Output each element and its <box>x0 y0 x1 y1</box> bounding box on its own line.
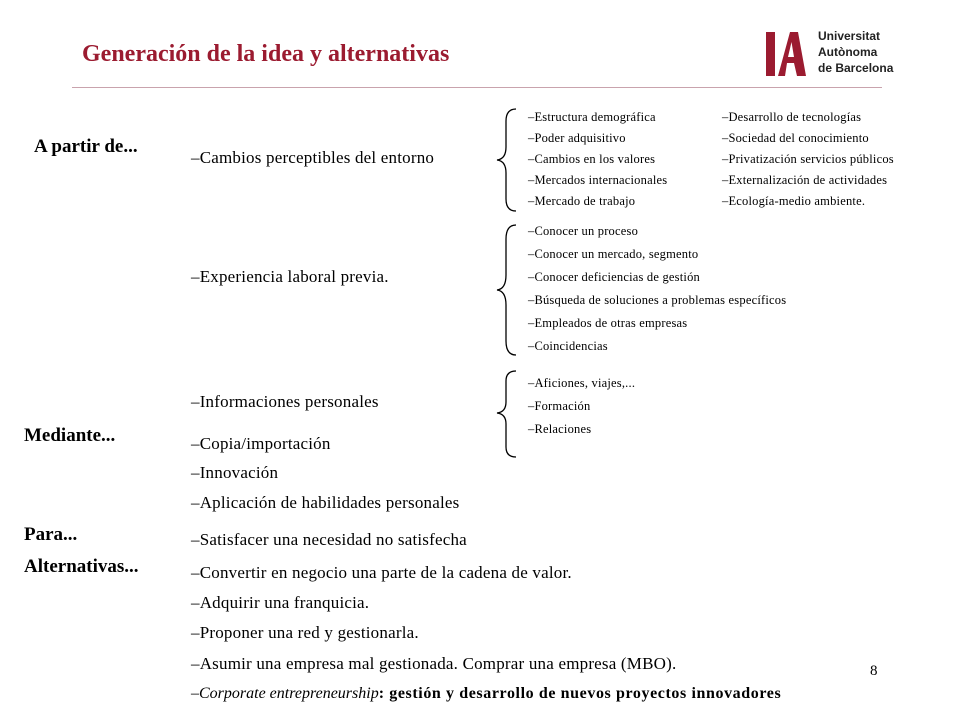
list-item: –Privatización servicios públicos <box>722 152 894 166</box>
list-item: –Desarrollo de tecnologías <box>722 110 862 124</box>
para-item: –Satisfacer una necesidad no satisfecha <box>191 530 467 549</box>
last-item-rest: : gestión y desarrollo de nuevos proyectos innovadores <box>378 685 782 702</box>
list-item: –Ecología-medio ambiente. <box>722 194 866 208</box>
brace-informaciones <box>494 369 518 459</box>
list-item: –Sociedad del conocimiento <box>722 131 869 145</box>
university-name <box>818 28 893 76</box>
label-a-partir: A partir de... <box>34 136 138 157</box>
list-item: –Mercado de trabajo <box>528 194 636 208</box>
list-item: –Búsqueda de soluciones a problemas específicos <box>528 293 787 307</box>
brace-experiencia <box>494 223 518 357</box>
list-item: –Formación <box>528 399 591 413</box>
list-item: –Poder adquisitivo <box>528 131 626 145</box>
source-informaciones: –Informaciones personales <box>191 392 379 411</box>
label-mediante: Mediante... <box>24 425 116 446</box>
list-item: –Mercados internacionales <box>528 173 668 187</box>
source-experiencia: –Experiencia laboral previa. <box>191 267 389 286</box>
brace-cambios <box>494 107 518 213</box>
university-name-line-2: Autònoma <box>818 45 878 59</box>
label-alternativas: Alternativas... <box>24 556 139 577</box>
last-item-italic: Corporate entrepreneurship <box>199 685 379 702</box>
list-item: –Coincidencias <box>528 339 608 353</box>
page-title: Generación de la idea y alternativas <box>82 41 450 67</box>
list-item: –Conocer un mercado, segmento <box>528 247 699 261</box>
page-number: 8 <box>870 663 878 679</box>
list-item: –Conocer deficiencias de gestión <box>528 270 700 284</box>
corporate-entrepreneurship-item <box>191 685 781 703</box>
list-item: –Estructura demográfica <box>528 110 656 124</box>
university-name-line-1: Universitat <box>818 29 881 43</box>
alternativa-item: –Proponer una red y gestionarla. <box>191 623 419 642</box>
list-item: –Aficiones, viajes,... <box>528 376 636 390</box>
uab-logo-icon <box>766 30 806 78</box>
last-item-prefix: – <box>191 685 199 702</box>
list-item: –Relaciones <box>528 422 592 436</box>
mediante-item: –Copia/importación <box>191 434 331 453</box>
list-item: –Conocer un proceso <box>528 224 639 238</box>
university-name-line-3: de Barcelona <box>818 61 894 75</box>
alternativa-item: –Convertir en negocio una parte de la cadena de valor. <box>191 563 572 582</box>
alternativa-item: –Asumir una empresa mal gestionada. Comprar una empresa (MBO). <box>191 654 677 673</box>
mediante-item: –Innovación <box>191 463 279 482</box>
source-cambios: –Cambios perceptibles del entorno <box>191 148 435 167</box>
list-item: –Cambios en los valores <box>528 152 656 166</box>
title-divider <box>72 87 882 88</box>
alternativa-item: –Adquirir una franquicia. <box>191 593 370 612</box>
mediante-item: –Aplicación de habilidades personales <box>191 493 460 512</box>
label-para: Para... <box>24 524 78 545</box>
list-item: –Empleados de otras empresas <box>528 316 688 330</box>
list-item: –Externalización de actividades <box>722 173 888 187</box>
